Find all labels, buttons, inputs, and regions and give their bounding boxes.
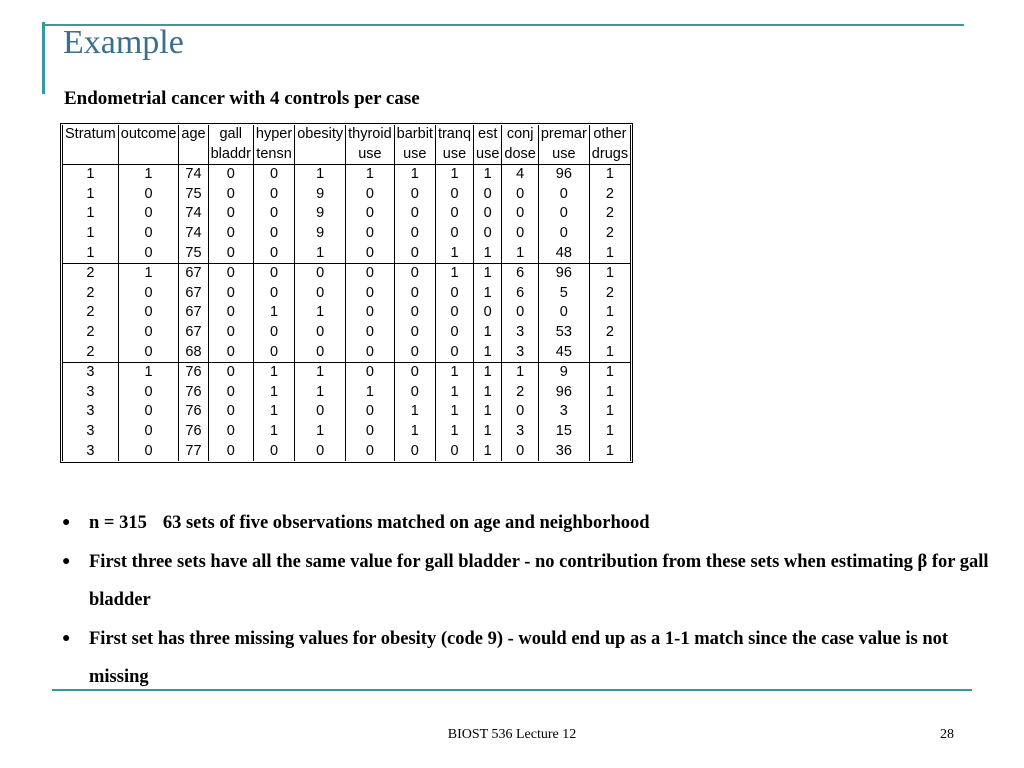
table-cell: 1 — [63, 244, 119, 264]
table-row — [63, 402, 631, 422]
table-cell: 0 — [394, 303, 435, 323]
table-cell: 74 — [179, 204, 208, 224]
table-cell: 1 — [118, 165, 179, 185]
table-cell: 1 — [474, 422, 502, 442]
table-cell: 3 — [63, 422, 119, 442]
column-header-sub — [295, 145, 346, 165]
table-cell: 0 — [253, 323, 294, 343]
table-cell: 3 — [63, 402, 119, 422]
table-cell: 74 — [179, 165, 208, 185]
table-row — [63, 264, 631, 284]
table-cell: 1 — [63, 185, 119, 205]
table-cell: 96 — [538, 165, 589, 185]
table-cell: 1 — [253, 402, 294, 422]
column-header-sub — [63, 145, 119, 165]
table-cell: 1 — [435, 422, 473, 442]
bullet-marker: ● — [62, 553, 71, 569]
bullet-list — [62, 504, 992, 697]
table-cell: 2 — [63, 284, 119, 304]
table-cell: 0 — [208, 442, 253, 462]
table-cell: 9 — [295, 224, 346, 244]
table-cell: 1 — [589, 303, 630, 323]
page-number: 28 — [940, 727, 954, 742]
table-cell: 0 — [208, 185, 253, 205]
table-cell: 1 — [63, 204, 119, 224]
table-cell: 96 — [538, 264, 589, 284]
table-cell: 0 — [435, 343, 473, 363]
table-cell: 0 — [538, 204, 589, 224]
column-header: est — [474, 125, 502, 145]
column-header: Stratum — [63, 125, 119, 145]
column-header: other — [589, 125, 630, 145]
table-cell: 48 — [538, 244, 589, 264]
table-cell: 0 — [435, 323, 473, 343]
column-header-sub — [118, 145, 179, 165]
table-cell: 1 — [474, 402, 502, 422]
table-cell: 1 — [589, 422, 630, 442]
bullet-text: First three sets have all the same value for gall bladder - no contribution from these sets when estimating β for gall bladder — [89, 551, 989, 610]
table-cell: 0 — [346, 244, 395, 264]
bullet-marker: ● — [62, 515, 71, 530]
table-row — [63, 383, 631, 403]
table-cell: 1 — [295, 422, 346, 442]
table-cell: 0 — [253, 284, 294, 304]
table-cell: 0 — [208, 343, 253, 363]
table-cell: 0 — [208, 303, 253, 323]
table-cell: 1 — [474, 284, 502, 304]
table-cell: 2 — [589, 284, 630, 304]
table-cell: 0 — [538, 303, 589, 323]
table-cell: 0 — [346, 343, 395, 363]
table-cell: 0 — [208, 244, 253, 264]
accent-bottom-line — [52, 689, 972, 691]
table-cell: 1 — [474, 244, 502, 264]
table-cell: 76 — [179, 383, 208, 403]
table-cell: 1 — [253, 363, 294, 383]
column-header: hyper — [253, 125, 294, 145]
table-cell: 0 — [208, 323, 253, 343]
table-cell: 3 — [502, 343, 538, 363]
table-cell: 0 — [346, 185, 395, 205]
table-cell: 75 — [179, 244, 208, 264]
table-row — [63, 185, 631, 205]
column-header: barbit — [394, 125, 435, 145]
table-cell: 3 — [502, 422, 538, 442]
table-cell: 1 — [118, 264, 179, 284]
table-cell: 1 — [435, 244, 473, 264]
table-cell: 0 — [435, 284, 473, 304]
table-cell: 0 — [295, 323, 346, 343]
table-cell: 0 — [253, 343, 294, 363]
data-table — [62, 125, 631, 461]
table-cell: 0 — [253, 165, 294, 185]
table-cell: 0 — [474, 204, 502, 224]
table-cell: 1 — [589, 363, 630, 383]
table-cell: 1 — [295, 363, 346, 383]
table-cell: 0 — [208, 224, 253, 244]
column-header: thyroid — [346, 125, 395, 145]
table-cell: 1 — [394, 165, 435, 185]
table-cell: 76 — [179, 402, 208, 422]
table-cell: 9 — [538, 363, 589, 383]
table-cell: 1 — [253, 303, 294, 323]
table-cell: 0 — [208, 402, 253, 422]
table-cell: 0 — [538, 224, 589, 244]
table-cell: 0 — [253, 185, 294, 205]
table-cell: 0 — [394, 383, 435, 403]
table-cell: 2 — [589, 323, 630, 343]
table-cell: 36 — [538, 442, 589, 462]
table-cell: 0 — [394, 343, 435, 363]
table-cell: 3 — [63, 442, 119, 462]
data-table-frame — [60, 123, 633, 463]
table-row — [63, 363, 631, 383]
table-cell: 76 — [179, 363, 208, 383]
table-cell: 0 — [502, 204, 538, 224]
table-cell: 0 — [502, 185, 538, 205]
table-cell: 0 — [118, 204, 179, 224]
column-header: obesity — [295, 125, 346, 145]
table-cell: 1 — [502, 244, 538, 264]
table-cell: 0 — [474, 224, 502, 244]
table-cell: 0 — [435, 185, 473, 205]
table-cell: 1 — [435, 363, 473, 383]
table-cell: 1 — [474, 383, 502, 403]
table-cell: 0 — [346, 224, 395, 244]
table-cell: 3 — [63, 383, 119, 403]
column-header-sub — [179, 145, 208, 165]
table-cell: 1 — [474, 165, 502, 185]
table-cell: 1 — [502, 363, 538, 383]
table-row — [63, 303, 631, 323]
table-cell: 1 — [394, 422, 435, 442]
table-cell: 0 — [435, 442, 473, 462]
table-row — [63, 224, 631, 244]
bullet-marker: ● — [62, 630, 71, 646]
table-cell: 0 — [394, 323, 435, 343]
table-cell: 2 — [63, 343, 119, 363]
table-cell: 0 — [346, 204, 395, 224]
table-cell: 0 — [346, 284, 395, 304]
column-header-sub: tensn — [253, 145, 294, 165]
table-cell: 0 — [394, 442, 435, 462]
table-cell: 96 — [538, 383, 589, 403]
table-cell: 67 — [179, 284, 208, 304]
table-cell: 0 — [253, 244, 294, 264]
table-cell: 1 — [589, 442, 630, 462]
column-header-sub: drugs — [589, 145, 630, 165]
slide-subtitle: Endometrial cancer with 4 controls per case — [64, 88, 420, 109]
table-cell: 2 — [63, 264, 119, 284]
table-cell: 0 — [295, 442, 346, 462]
table-cell: 0 — [208, 264, 253, 284]
column-header-sub: use — [435, 145, 473, 165]
table-cell: 0 — [474, 185, 502, 205]
table-cell: 6 — [502, 264, 538, 284]
table-cell: 74 — [179, 224, 208, 244]
table-cell: 0 — [474, 303, 502, 323]
table-cell: 0 — [435, 204, 473, 224]
table-cell: 67 — [179, 303, 208, 323]
table-row — [63, 343, 631, 363]
column-header: outcome — [118, 125, 179, 145]
bullet-item — [62, 543, 992, 620]
table-row — [63, 165, 631, 185]
stratum-group — [63, 264, 631, 363]
table-cell: 0 — [346, 422, 395, 442]
table-cell: 0 — [346, 264, 395, 284]
table-cell: 0 — [394, 284, 435, 304]
table-cell: 1 — [589, 264, 630, 284]
stratum-group — [63, 165, 631, 264]
table-cell: 0 — [538, 185, 589, 205]
bullet-text: First set has three missing values for obesity (code 9) - would end up as a 1-1 match since the case value is not missing — [89, 628, 949, 687]
table-cell: 1 — [63, 165, 119, 185]
table-row — [63, 323, 631, 343]
table-cell: 0 — [118, 402, 179, 422]
table-cell: 67 — [179, 323, 208, 343]
table-cell: 1 — [295, 383, 346, 403]
table-cell: 1 — [474, 343, 502, 363]
table-cell: 0 — [295, 343, 346, 363]
table-cell: 0 — [208, 204, 253, 224]
table-cell: 0 — [502, 442, 538, 462]
column-header: conj — [502, 125, 538, 145]
table-cell: 2 — [63, 303, 119, 323]
table-cell: 4 — [502, 165, 538, 185]
column-header-sub: dose — [502, 145, 538, 165]
table-cell: 1 — [435, 165, 473, 185]
table-cell: 0 — [253, 264, 294, 284]
stratum-group — [63, 363, 631, 461]
table-cell: 0 — [208, 422, 253, 442]
column-header: premar — [538, 125, 589, 145]
table-cell: 0 — [253, 442, 294, 462]
bullet-item — [62, 504, 992, 543]
table-row — [63, 422, 631, 442]
table-cell: 1 — [589, 402, 630, 422]
table-cell: 1 — [474, 442, 502, 462]
column-header-sub: bladdr — [208, 145, 253, 165]
table-cell: 9 — [295, 185, 346, 205]
table-cell: 6 — [502, 284, 538, 304]
table-cell: 0 — [118, 343, 179, 363]
table-cell: 3 — [63, 363, 119, 383]
table-row — [63, 284, 631, 304]
table-cell: 0 — [118, 224, 179, 244]
column-header-sub: use — [474, 145, 502, 165]
table-cell: 3 — [502, 323, 538, 343]
table-cell: 67 — [179, 264, 208, 284]
table-cell: 2 — [589, 224, 630, 244]
table-cell: 0 — [394, 244, 435, 264]
table-cell: 0 — [394, 224, 435, 244]
table-cell: 1 — [295, 244, 346, 264]
table-cell: 1 — [589, 343, 630, 363]
table-cell: 2 — [589, 185, 630, 205]
table-cell: 0 — [295, 284, 346, 304]
table-cell: 0 — [118, 303, 179, 323]
table-cell: 3 — [538, 402, 589, 422]
table-cell: 0 — [502, 402, 538, 422]
table-cell: 1 — [346, 383, 395, 403]
table-cell: 0 — [208, 165, 253, 185]
column-header-sub: use — [538, 145, 589, 165]
table-cell: 0 — [435, 224, 473, 244]
table-cell: 1 — [346, 165, 395, 185]
footer-text: BIOST 536 Lecture 12 — [447, 727, 577, 742]
table-row — [63, 244, 631, 264]
table-cell: 1 — [295, 165, 346, 185]
table-cell: 0 — [346, 442, 395, 462]
table-cell: 0 — [118, 185, 179, 205]
column-header-sub: use — [346, 145, 395, 165]
bullet-n-value: n = 315 — [89, 513, 147, 533]
table-cell: 0 — [394, 363, 435, 383]
table-cell: 77 — [179, 442, 208, 462]
table-cell: 1 — [253, 383, 294, 403]
table-cell: 0 — [118, 284, 179, 304]
table-cell: 76 — [179, 422, 208, 442]
table-cell: 0 — [346, 402, 395, 422]
slide-title: Example — [63, 24, 184, 61]
table-cell: 2 — [63, 323, 119, 343]
table-cell: 45 — [538, 343, 589, 363]
table-cell: 1 — [118, 363, 179, 383]
table-cell: 1 — [253, 422, 294, 442]
table-cell: 0 — [295, 402, 346, 422]
table-cell: 0 — [118, 244, 179, 264]
column-header: tranq — [435, 125, 473, 145]
table-cell: 1 — [295, 303, 346, 323]
table-cell: 1 — [435, 402, 473, 422]
column-header-sub: use — [394, 145, 435, 165]
table-cell: 1 — [589, 383, 630, 403]
table-cell: 0 — [253, 224, 294, 244]
table-cell: 2 — [589, 204, 630, 224]
table-cell: 1 — [589, 244, 630, 264]
table-cell: 15 — [538, 422, 589, 442]
column-header: gall — [208, 125, 253, 145]
table-cell: 0 — [346, 303, 395, 323]
table-header-row — [63, 145, 631, 165]
table-cell: 1 — [435, 264, 473, 284]
table-cell: 0 — [435, 303, 473, 323]
table-cell: 1 — [474, 363, 502, 383]
table-cell: 0 — [346, 363, 395, 383]
column-header: age — [179, 125, 208, 145]
table-cell: 0 — [118, 323, 179, 343]
table-cell: 0 — [394, 204, 435, 224]
table-row — [63, 204, 631, 224]
table-cell: 0 — [118, 383, 179, 403]
table-cell: 1 — [474, 323, 502, 343]
table-header-row — [63, 125, 631, 145]
table-cell: 1 — [474, 264, 502, 284]
table-cell: 0 — [346, 323, 395, 343]
table-cell: 5 — [538, 284, 589, 304]
table-cell: 0 — [394, 264, 435, 284]
table-cell: 1 — [394, 402, 435, 422]
table-cell: 1 — [63, 224, 119, 244]
table-cell: 1 — [435, 383, 473, 403]
table-cell: 0 — [208, 284, 253, 304]
table-cell: 2 — [502, 383, 538, 403]
table-cell: 0 — [118, 422, 179, 442]
table-cell: 1 — [589, 165, 630, 185]
table-cell: 68 — [179, 343, 208, 363]
table-cell: 0 — [208, 363, 253, 383]
bullet-text: 63 sets of five observations matched on age and neighborhood — [162, 513, 650, 533]
table-row — [63, 442, 631, 462]
table-cell: 9 — [295, 204, 346, 224]
table-cell: 0 — [394, 185, 435, 205]
table-cell: 0 — [208, 383, 253, 403]
bullet-item — [62, 620, 992, 697]
table-cell: 0 — [502, 303, 538, 323]
table-cell: 0 — [118, 442, 179, 462]
table-cell: 0 — [295, 264, 346, 284]
table-cell: 75 — [179, 185, 208, 205]
table-cell: 53 — [538, 323, 589, 343]
table-cell: 0 — [253, 204, 294, 224]
accent-vertical-line — [42, 22, 45, 94]
table-cell: 0 — [502, 224, 538, 244]
